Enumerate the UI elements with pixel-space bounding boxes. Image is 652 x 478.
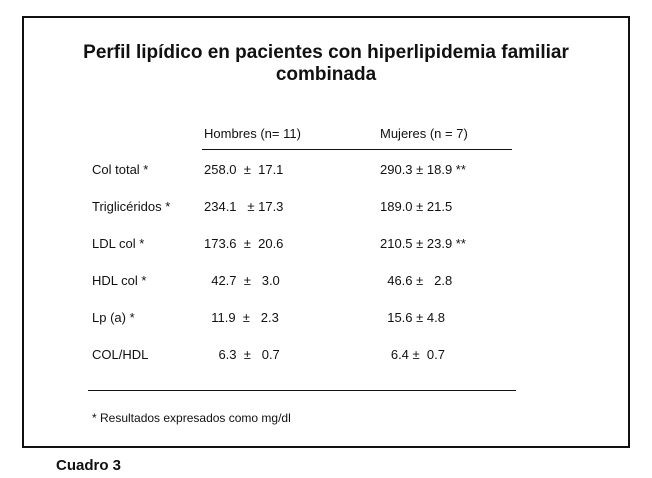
mujeres-value: 210.5 ± 23.9 ** (380, 236, 466, 251)
row-label: HDL col * (92, 273, 147, 288)
mujeres-value: 15.6 ± 4.8 (380, 310, 445, 325)
caption: Cuadro 3 (56, 457, 122, 474)
hombres-value: 11.9 ± 2.3 (204, 310, 279, 325)
hombres-value: 173.6 ± 20.6 (204, 236, 284, 251)
table-row (24, 236, 628, 254)
title-line-2: combinada (275, 64, 377, 85)
table-frame (22, 16, 630, 448)
hombres-value: 234.1 ± 17.3 (204, 199, 284, 214)
column-header-hombres: Hombres (n= 11) (204, 126, 301, 141)
table-row (24, 273, 628, 291)
footer-rule (88, 390, 516, 391)
title-line-1: Perfil lipídico en pacientes con hiperlipidemia familiar (83, 42, 569, 63)
mujeres-value: 189.0 ± 21.5 (380, 199, 453, 214)
hombres-value: 6.3 ± 0.7 (204, 347, 280, 362)
header-rule (202, 149, 512, 150)
row-label: LDL col * (92, 236, 145, 251)
table-row (24, 199, 628, 217)
hombres-value: 42.7 ± 3.0 (204, 273, 280, 288)
row-label: Triglicéridos * (92, 199, 171, 214)
mujeres-value: 46.6 ± 2.8 (380, 273, 453, 288)
table-row (24, 347, 628, 365)
mujeres-value: 290.3 ± 18.9 ** (380, 162, 466, 177)
row-label: Col total * (92, 162, 149, 177)
column-header-mujeres: Mujeres (n = 7) (380, 126, 468, 141)
hombres-value: 258.0 ± 17.1 (204, 162, 284, 177)
row-label: Lp (a) * (92, 310, 135, 325)
table-row (24, 310, 628, 328)
mujeres-value: 6.4 ± 0.7 (380, 347, 445, 362)
footnote: * Resultados expresados como mg/dl (92, 411, 291, 425)
table-row (24, 162, 628, 180)
table-title (24, 42, 628, 86)
row-label: COL/HDL (92, 347, 149, 362)
